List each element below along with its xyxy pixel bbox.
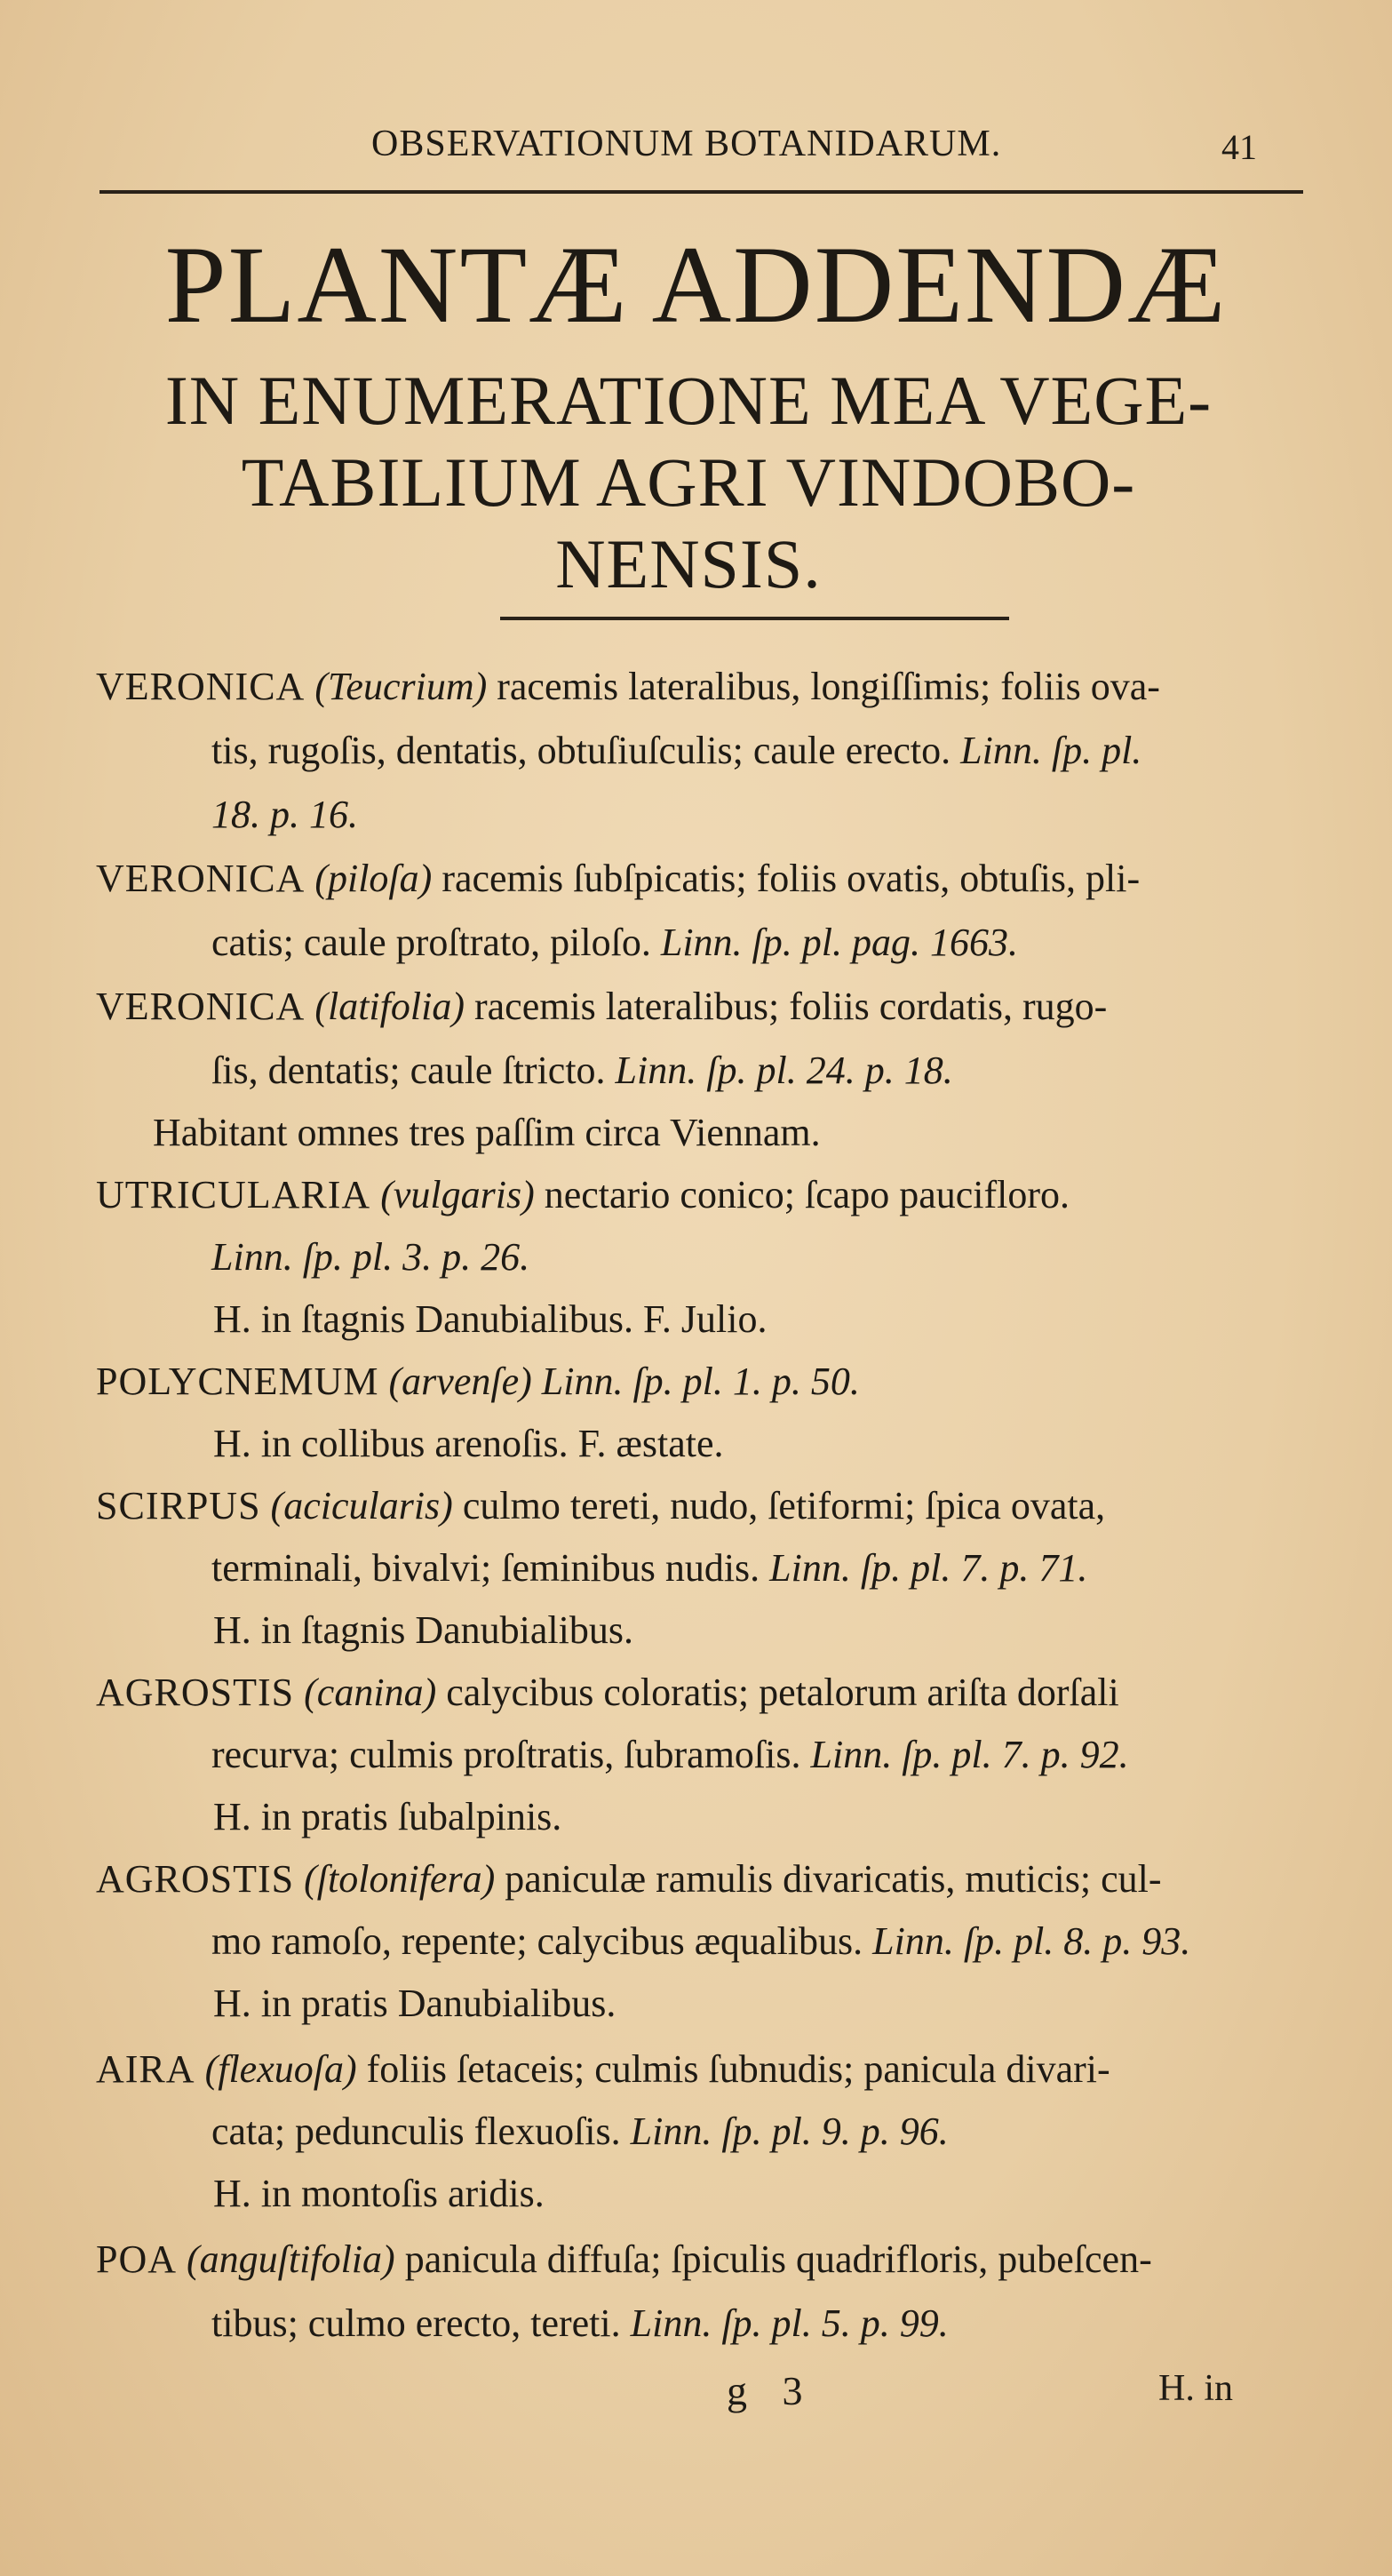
entry-line (211, 1232, 529, 1282)
running-head (0, 123, 1392, 176)
entry-line (211, 1730, 1129, 1780)
linnaeus-reference: Linn. ſp. pl. 7. p. 71. (769, 1546, 1088, 1590)
description-text: nectario conico; ſcapo paucifloro. (534, 1173, 1070, 1216)
entry-line (96, 2235, 1152, 2285)
title-rule (500, 617, 1009, 620)
species-name: (latifolia) (314, 985, 465, 1028)
linnaeus-reference: Linn. ſp. pl. 7. p. 92. (810, 1733, 1129, 1776)
species-name: (ſtolonifera) (304, 1857, 496, 1901)
description-text: calycibus coloratis; petalorum ariſta dorſali (436, 1671, 1119, 1714)
genus-name: VERONICA (96, 985, 306, 1028)
header-rule (99, 190, 1303, 194)
species-name: (arvenſe) (388, 1360, 532, 1403)
entry-line (96, 1170, 1070, 1220)
entry-line (96, 854, 1140, 904)
genus-name: AGROSTIS (96, 1671, 295, 1714)
species-name: (vulgaris) (380, 1173, 535, 1216)
genus-name: AGROSTIS (96, 1857, 295, 1901)
description-text: foliis ſetaceis; culmis ſubnudis; panicula divari- (356, 2047, 1110, 2091)
description-text: ſis, dentatis; caule ſtricto. (211, 1049, 616, 1092)
entry-line (96, 1481, 1105, 1531)
description-text: paniculæ ramulis divaricatis, muticis; cul- (495, 1857, 1162, 1901)
entry-line (211, 918, 1018, 968)
entry-line (96, 1854, 1162, 1904)
linnaeus-reference: Linn. ſp. pl. 24. p. 18. (615, 1049, 953, 1092)
linnaeus-reference: Linn. ſp. pl. 8. p. 93. (872, 1919, 1191, 1963)
genus-name: POLYCNEMUM (96, 1360, 379, 1403)
species-name: (Teucrium) (314, 665, 488, 708)
genus-name: VERONICA (96, 665, 306, 708)
description-text (532, 1360, 542, 1403)
entry-line (211, 1917, 1190, 1966)
page-subtitle (53, 360, 1324, 605)
entry-line (211, 1046, 953, 1096)
description-text: tis, rugoſis, dentatis, obtuſiuſculis; caule erecto. (211, 729, 961, 772)
genus-name: UTRICULARIA (96, 1173, 371, 1216)
linnaeus-reference: Linn. ſp. pl. 9. p. 96. (630, 2109, 949, 2153)
species-name: (canina) (304, 1671, 437, 1714)
subtitle-line-2: TABILIUM AGRI VINDOBO- (241, 443, 1136, 521)
description-text: racemis ſubſpicatis; foliis ovatis, obtuſis, pli- (432, 857, 1141, 900)
genus-name: SCIRPUS (96, 1484, 261, 1527)
genus-name: VERONICA (96, 857, 306, 900)
genus-name: POA (96, 2237, 178, 2281)
habitat-note: H. in ſtagnis Danubialibus. F. Julio. (213, 1297, 768, 1341)
entry-line (96, 982, 1107, 1032)
species-name: (acicularis) (270, 1484, 453, 1527)
description-text: racemis lateralibus; foliis cordatis, rugo- (464, 985, 1108, 1028)
description-text: recurva; culmis proſtratis, ſubramoſis. (211, 1733, 811, 1776)
genus-name: AIRA (96, 2047, 195, 2091)
linnaeus-reference: 18. p. 16. (211, 793, 358, 836)
habitat-note: Habitant omnes tres paſſim circa Viennam. (153, 1111, 821, 1154)
species-name: (flexuoſa) (204, 2047, 357, 2091)
description-text: culmo tereti, nudo, ſetiformi; ſpica ovata, (452, 1484, 1106, 1527)
habitat-note: H. in montoſis aridis. (213, 2172, 545, 2215)
running-title: OBSERVATIONUM BOTANIDARUM. (371, 124, 1002, 164)
entry-line (96, 1357, 860, 1407)
entry-line (96, 1668, 1119, 1718)
subtitle-line-3: NENSIS. (555, 525, 822, 602)
entry-line (211, 2107, 949, 2157)
subtitle-line-1: IN ENUMERATIONE MEA VEGE- (164, 362, 1213, 439)
linnaeus-reference: Linn. ſp. pl. 1. p. 50. (541, 1360, 860, 1403)
description-text: terminali, bivalvi; ſeminibus nudis. (211, 1546, 770, 1590)
entry-line (211, 726, 1141, 776)
entry-line (96, 2045, 1110, 2094)
habitat-note: H. in pratis Danubialibus. (213, 1982, 616, 2025)
linnaeus-reference: Linn. ſp. pl. pag. 1663. (660, 921, 1019, 964)
linnaeus-reference: Linn. ſp. pl. (960, 729, 1142, 772)
entry-line (211, 2299, 949, 2349)
linnaeus-reference: Linn. ſp. pl. 3. p. 26. (211, 1235, 530, 1279)
description-text: mo ramoſo, repente; calycibus æqualibus. (211, 1919, 873, 1963)
signature-mark: g 3 (727, 2368, 815, 2413)
linnaeus-reference: Linn. ſp. pl. 5. p. 99. (630, 2301, 949, 2345)
page-number: 41 (1221, 127, 1257, 167)
habitat-note: H. in ſtagnis Danubialibus. (213, 1608, 633, 1652)
entry-line (211, 790, 358, 840)
description-text: catis; caule proſtrato, piloſo. (211, 921, 661, 964)
species-name: (piloſa) (314, 857, 433, 900)
entry-line (211, 1543, 1087, 1593)
description-text: panicula diffuſa; ſpiculis quadrifloris, pubeſcen- (394, 2237, 1152, 2281)
description-text: racemis lateralibus, longiſſimis; foliis ova- (487, 665, 1160, 708)
habitat-note: H. in pratis ſubalpinis. (213, 1795, 562, 1838)
habitat-note: H. in collibus arenoſis. F. æstate. (213, 1422, 724, 1465)
entry-line (96, 662, 1160, 712)
page-title: PLANTÆ ADDENDÆ (164, 224, 1228, 346)
description-text: cata; pedunculis flexuoſis. (211, 2109, 631, 2153)
catchword: H. in (1158, 2368, 1233, 2409)
description-text: tibus; culmo erecto, tereti. (211, 2301, 631, 2345)
species-name: (anguſtifolia) (187, 2237, 395, 2281)
